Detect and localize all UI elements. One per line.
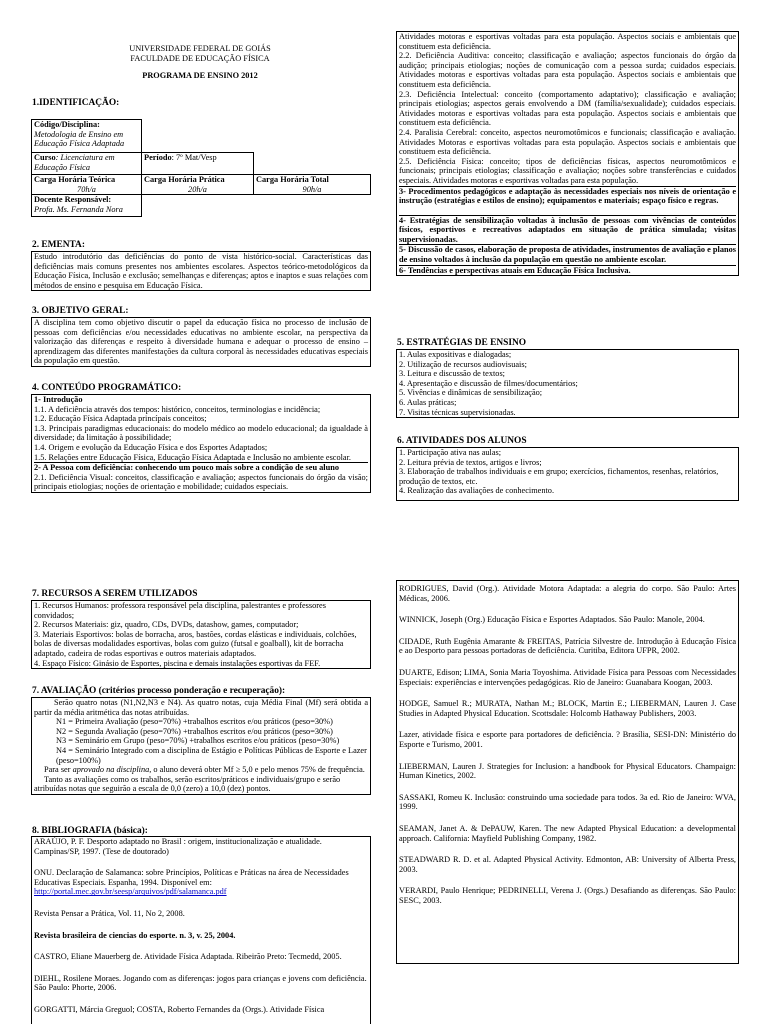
aprovacao-emphasis: aprovado na disciplina (72, 765, 150, 775)
conteudo-cont-item: 4- Estratégias de sensibilização voltadas à inclusão de pessoas com vivências de conteúdos físicos, esportivos e recreativos adaptados em situação de prática simulada; visitas supervisionadas. (399, 215, 736, 244)
curso-label: Curso (34, 153, 56, 162)
ref-item: VERARDI, Paulo Henrique; PEDRINELLI, Verena J. (Orgs.) Desafiando as diferenças. São Paulo: SESC, 2003. (399, 886, 736, 905)
ref-item: DUARTE, Edison; LIMA, Sonia Maria Toyoshima. Atividade Física para Pessoas com Necessidades Especiais: experiências e intervenções pedagógicas. Rio de Janeiro: Guanabara Koogan, 2003. (399, 667, 736, 687)
estrategia-item: 4. Apresentação e discussão de filmes/documentários; (399, 378, 578, 388)
ch-teorica-cell (32, 175, 142, 195)
section-atividades-title: 6. ATIVIDADES DOS ALUNOS (397, 436, 527, 446)
avaliacao-nota: N1 = Primeira Avaliação (peso=70%) +trabalhos escritos e/ou práticos (peso=30%) (56, 717, 333, 727)
section-avaliacao-title: 7. AVALIAÇÃO (critérios processo ponderação e recuperação): (32, 686, 286, 696)
conteudo-cont-item: 2.2. Deficiência Auditiva: conceito; classificação e avaliação; aspectos funcionais do órgão da audição; principais etiologias; noções de comunicação com a pessoa surda; cuidados especiais. Atividades motoras e esportivas voltadas para esta população. Aspectos sociais e ambientais que constituem esta deficiência. (399, 51, 736, 89)
recurso-item: 4. Espaço Físico: Ginásio de Esportes, piscina e demais instalações esportivas da FEF. (34, 658, 321, 668)
section-objetivo-title: 3. OBJETIVO GERAL: (32, 306, 129, 316)
estrategia-item: 5. Vivências e dinâmicas de sensibilização; (399, 388, 543, 398)
conteudo-item: 2- A Pessoa com deficiência: conhecendo um pouco mais sobre a condição de seu aluno (34, 462, 368, 473)
empty-cell (254, 153, 371, 175)
atividade-item: 4. Realização das avaliações de conhecimento. (399, 486, 555, 496)
avaliacao-box (31, 697, 371, 795)
section-conteudo-title: 4. CONTEÚDO PROGRAMÁTICO: (32, 383, 182, 393)
section-identificacao-title: 1.IDENTIFICAÇÃO: (32, 98, 120, 108)
estrategia-item: 1. Aulas expositivas e dialogadas; (399, 350, 512, 359)
faculty-name: FACULDADE DE EDUCAÇÃO FÍSICA (130, 53, 270, 63)
ref-item: WINNICK, Joseph (Org.) Educação Física e Esportes Adaptados. São Paulo: Manole, 2004. (399, 615, 705, 625)
program-title: PROGRAMA DE ENSINO 2012 (142, 71, 258, 81)
recurso-item: 3. Materiais Esportivos: bolas de borracha, aros, bastões, cordas elásticas e individuais, colchões, bolas de diversas modalidades esportivas, bolas com guizo (futsal e goalball), kit de borracha adaptado, cadeira de rodas esportivas e outros materiais adaptados. (34, 629, 357, 658)
conteudo-box (31, 394, 371, 493)
atividade-item: 3. Elaboração de trabalhos individuais e em grupo; exercícios, fichamentos, resenhas, relatórios, produção de textos, etc. (399, 467, 719, 486)
recursos-box (31, 600, 371, 669)
ref-item: CIDADE, Ruth Eugênia Amarante & FREITAS, Patrícia Silvestre de. Introdução à Educação Física e ao Desporto para pessoas portadoras de deficiência. Curitiba, Editora UFPR, 2002. (399, 636, 736, 656)
bibliografia-right-box (396, 580, 739, 964)
conteudo-item: 2.1. Deficiência Visual: conceitos, classificação e avaliação; aspectos funcionais do órgão da visão; principais etiologias; noções de orientação e mobilidade; cuidados especiais. (34, 472, 368, 492)
docente-value: Profa. Ms. Fernanda Nora (34, 204, 123, 214)
recurso-item: 2. Recursos Materiais: giz, quadro, CDs, DVDs, datashow, games, computador; (34, 620, 299, 630)
university-name: UNIVERSIDADE FEDERAL DE GOIÁS (129, 44, 271, 53)
curso-cell (32, 153, 142, 175)
conteudo-cont-item: 2.5. Deficiência Física: conceito; tipos de deficiências físicas, aspectos neuromotômicos e funcionais; principais etiologias; classificação e avaliação; noções sobre transferências e cuidados especiais. Atividades motoras e esportivas voltadas para esta população. (399, 156, 736, 185)
ch-pratica-label: Carga Horária Prática (144, 175, 225, 184)
atividade-item: 2. Leitura prévia de textos, artigos e livros; (399, 457, 542, 467)
aprovacao-text-1: Para ser (44, 765, 73, 775)
identificacao-table (31, 119, 371, 217)
ref-item: GORGATTI, Márcia Greguol; COSTA, Roberto Fernandes da (Orgs.). Atividade Física (34, 1004, 325, 1014)
atividade-item: 1. Participação ativa nas aulas; (399, 448, 502, 457)
conteudo-item: 1.2. Educação Física Adaptada princípais conceitos; (34, 414, 207, 424)
docente-label: Docente Responsável: (34, 195, 112, 204)
conteudo-cont-item: 2.3. Deficiência Intelectual: conceito (comportamento adaptativo); classificação e avaliação; principais etiologias; aspectos gerais envolvendo a DM (família/sexualidade); cuidados especiais. Atividades motoras e esportivas voltadas para esta população. Aspectos sociais e ambientais que constituem esta deficiência. (399, 89, 736, 128)
empty-cell (142, 120, 371, 153)
ch-total-label: Carga Horária Total (256, 175, 329, 184)
ch-teorica-value: 70h/a (77, 184, 96, 194)
ref-item: DIEHL, Rosilene Moraes. Jogando com as diferenças: jogos para crianças e jovens com deficiência. São Paulo: Phorte, 2006. (34, 973, 367, 993)
ref-item: Revista Pensar a Prática, Vol. 11, No 2, 2008. (34, 908, 185, 918)
docente-cell (32, 195, 142, 217)
codigo-value: Metodologia de Ensino em Educação Física Adaptada (34, 129, 125, 148)
doc-header (60, 44, 340, 81)
ch-pratica-cell (142, 175, 254, 195)
codigo-label: Código/Disciplina: (34, 120, 100, 129)
ref-item: RODRIGUES, David (Org.). Atividade Motora Adaptada: a alegria do corpo. São Paulo: Artes Médicas, 2006. (399, 584, 736, 603)
periodo-value: : 7º Mat/Vesp (171, 153, 217, 162)
avaliacao-nota: N4 = Seminário Integrado com a disciplina de Estágio e Políticas Públicas de Esporte e Lazer (peso=100%) (56, 745, 367, 765)
objetivo-text: A disciplina tem como objetivo discutir o papel da educação física no processo de inclusão de pessoas com deficiências e/ou necessidades educativas no ambiente escolar, na perspectiva da valorização das diferenças e respeito à diversidade humana e adequar o processo de ensino – aprendizagem das diferentes manifestações da cultura corporal às necessidades educativas especiais da população em questão. (34, 318, 368, 366)
avaliacao-intro: Serão quatro notas (N1,N2,N3 e N4). As quatro notas, cuja Média Final (Mf) será obtida a partir da média aritmética das notas atribuídas. (34, 698, 368, 717)
conteudo-cont-item: 6- Tendências e perspectivas atuais em Educação Física Inclusiva. (399, 265, 736, 276)
ch-teorica-label: Carga Horária Teórica (34, 175, 116, 184)
estrategia-item: 3. Leitura e discussão de textos; (399, 369, 505, 379)
bibliografia-left-box (31, 836, 371, 1024)
ref-item: STEADWARD R. D. et al. Adapted Physical Activity. Edmonton, AB: University of Alberta Press, 2003. (399, 855, 736, 874)
avaliacao-nota: N3 = Seminário em Grupo (peso=70%) +trabalhos escritos e/ou práticos (peso=30%) (56, 736, 340, 746)
conteudo-cont-item: 3- Procedimentos pedagógicos e adaptação às necessidades especiais nos níveis de orientação e instrução (estratégias e estilos de ensino); equipamentos e materiais; espaço físico e regras. (399, 186, 736, 206)
ref-item: LIEBERMAN, Lauren J. Strategies for Inclusion: a handbook for Physical Educators. Champaign: Human Kinetics, 2002. (399, 761, 736, 781)
avaliacao-aprovacao (34, 765, 368, 775)
ref-item: CASTRO, Eliane Mauerberg de. Atividade Física Adaptada. Ribeirão Preto: Tecmedd, 2005. (34, 952, 342, 962)
ementa-text: Estudo introdutório das deficiências do ponto de vista histórico-social. Características das deficiências mais comuns presentes nos ambientes escolares. Aspectos teórico-metodológicos da Educação Física, Inclusão e exclusão; semelhanças e diferenças; aptos e inaptos e suas relações com métodos de ensino e pesquisa em Educação Física. (34, 252, 368, 290)
ref-item: SEAMAN, Janet A. & DePAUW, Karen. The new Adapted Physical Education: a developmental approach. California: Mayfield Publishing Company, 1982. (399, 823, 736, 843)
conteudo-cont-item: Atividades motoras e esportivas voltadas para esta população. Aspectos sociais e ambientais que constituem esta deficiência. (399, 32, 736, 51)
ref-item: SASSAKI, Romeu K. Inclusão: construindo uma sociedade para todos. 3a ed. Rio de Janeiro: WVA, 1999. (399, 792, 736, 812)
section-estrategias-title: 5. ESTRATÉGIAS DE ENSINO (397, 338, 527, 348)
objetivo-box (31, 317, 371, 367)
section-ementa-title: 2. EMENTA: (32, 240, 85, 250)
salamanca-link[interactable]: http://portal.mec.gov.br/seesp/arquivos/pdf/salamanca.pdf (34, 887, 227, 897)
periodo-label: Período (144, 153, 172, 162)
conteudo-cont-item: 2.4. Paralisia Cerebral: conceito, aspectos neuromotômicos e funcionais; classificação e avaliação. Atividades Motoras e esportivas voltadas para esta população. Aspectos sociais e ambientais que constituem esta deficiência. (399, 127, 736, 157)
ementa-box (31, 251, 371, 291)
ref-item: ONU. Declaração de Salamanca: sobre Princípios, Políticas e Práticas na área de Necessidades Educativas Especiais. Espanha, 1994. Disponível em: (34, 868, 349, 887)
ref-item: Revista brasileira de ciencias do esporte. n. 3, v. 25, 2004. (34, 930, 236, 940)
periodo-cell (142, 153, 254, 175)
ref-item: Lazer, atividade física e esporte para portadores de deficiência. ? Brasília, SESI-DN: Ministério do Esporte e Turismo, 2001. (399, 730, 736, 749)
ref-item: HODGE, Samuel R.; MURATA, Nathan M.; BLOCK, Martin E.; LIEBERMAN, Lauren J. Case Studies in Adapted Physical Education. Scottsdale: Holcomb Hathaway Publishers, 2003. (399, 699, 736, 718)
estrategia-item: 2. Utilização de recursos audiovisuais; (399, 359, 527, 369)
curso-value: : Licenciatura em Educação Física (34, 153, 115, 172)
conteudo-item: 1.1. A deficiência através dos tempos: histórico, conceitos, terminologias e incidência; (34, 404, 321, 414)
section-recursos-title: 7. RECURSOS A SEREM UTILIZADOS (32, 589, 198, 599)
ch-total-value: 90h/a (302, 184, 322, 194)
conteudo-continued-box (396, 31, 739, 276)
section-bibliografia-title: 8. BIBLIOGRAFIA (básica): (32, 826, 148, 836)
ch-total-cell (254, 175, 371, 195)
estrategia-item: 6. Aulas práticas; (399, 397, 457, 407)
empty-cell (142, 195, 371, 217)
avaliacao-nota: N2 = Segunda Avaliação (peso=70%) +trabalhos escritos e/ou práticos (peso=30%) (56, 726, 333, 736)
conteudo-item: 1- Introdução (34, 395, 83, 404)
estrategias-box (396, 349, 739, 418)
aprovacao-text-2: , o aluno deverá obter Mf ≥ 5,0 e pelo menos 75% de frequência. (149, 765, 365, 775)
conteudo-cont-item: 5- Discussão de casos, elaboração de proposta de atividades, instrumentos de avaliação e planos de ensino voltados à inclusão da população em questão no ambiente escolar. (399, 245, 736, 265)
ch-pratica-value: 20h/a (188, 184, 207, 194)
conteudo-item: 1.3. Principais paradigmas educacionais: do modelo médico ao modelo educacional; da igualdade à diversidade; da limitação à possibilidade; (34, 423, 368, 443)
estrategia-item: 7. Visitas técnicas supervisionadas. (399, 407, 516, 417)
avaliacao-final: Tanto as avaliações como os trabalhos, serão escritos/práticos e individuais/grupo e serão atribuídas notas que seguirão a escala de 0,0 (zero) a 10,0 (dez) pontos. (34, 774, 341, 794)
conteudo-item: 1.5. Relações entre Educação Física, Educação Física Adaptada e Inclusão no ambiente escolar. (34, 452, 351, 462)
ref-item: ARAÚJO, P. F. Desporto adaptado no Brasil : origem, institucionalização e atualidade. Campinas/SP, 1997. (Tese de doutorado) (34, 837, 322, 856)
recurso-item: 1. Recursos Humanos: professora responsável pela disciplina, palestrantes e professores convidados; (34, 601, 326, 620)
atividades-box (396, 447, 739, 501)
conteudo-item: 1.4. Origem e evolução da Educação Física e dos Esportes Adaptados; (34, 442, 268, 452)
codigo-cell (32, 120, 142, 153)
